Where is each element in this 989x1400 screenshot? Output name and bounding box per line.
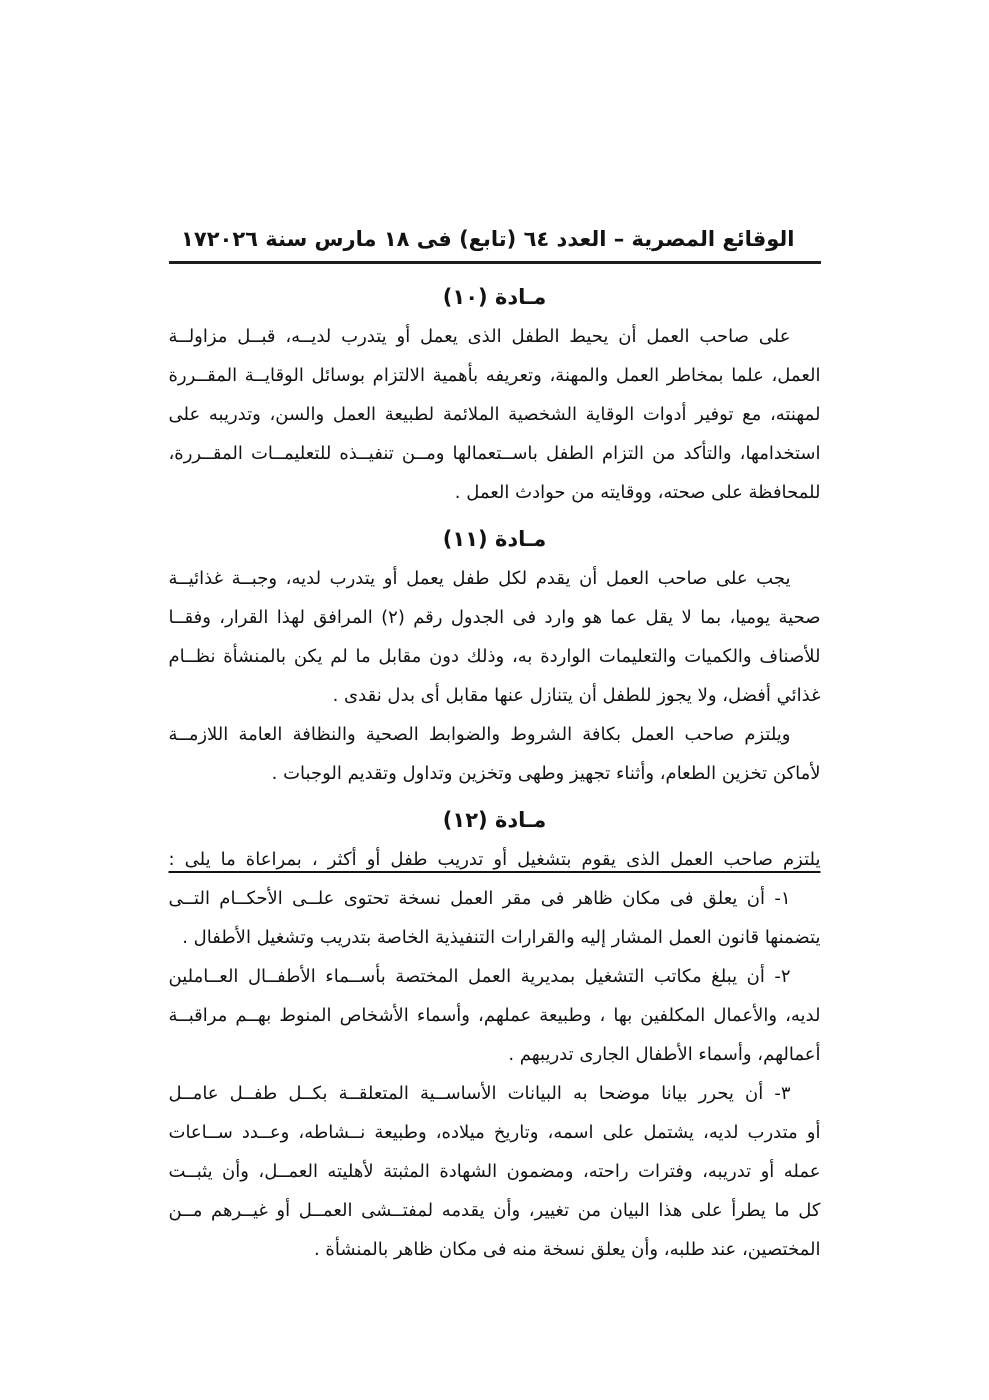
text-line: على صاحب العمل أن يحيط الطفل الذى يعمل أو يتدرب لديــه، قبــل مزاولــة bbox=[168, 326, 791, 347]
page-content bbox=[169, 0, 821, 1269]
text-line: عمله أو تدريبه، وفترات راحته، ومضمون الشهادة المثبتة لأهليته العمــل، وأن يثبــت bbox=[168, 1161, 821, 1182]
text-line: ويلتزم صاحب العمل بكافة الشروط والضوابط الصحية والنظافة العامة اللازمــة bbox=[168, 724, 791, 745]
text-line: كل ما يطرأ على هذا البيان من تغيير، وأن يقدمه لمفتــشى العمــل أو غيــرهم مــن bbox=[168, 1200, 821, 1221]
text-line: يجب على صاحب العمل أن يقدم لكل طفل يعمل أو يتدرب لديه، وجبــة غذائيــة bbox=[168, 568, 791, 589]
text-line: ٢- أن يبلغ مكاتب التشغيل بمديرية العمل المختصة بأســماء الأطفــال العــاملين bbox=[168, 966, 791, 987]
gazette-issue-title: الوقائع المصرية – العدد ٦٤ (تابع) فى ١٨ مارس سنة ٢٠٢٦ bbox=[206, 227, 795, 251]
paragraph bbox=[169, 317, 821, 512]
text-line: لمهنته، مع توفير أدوات الوقاية الشخصية الملائمة لطبيعة العمل والسن، وتدريبه على bbox=[168, 404, 821, 425]
text-line: المختصين، عند طلبه، وأن يعلق نسخة منه فى مكان ظاهر بالمنشأة . bbox=[313, 1239, 821, 1260]
text-line: ١- أن يعلق فى مكان ظاهر فى مقر العمل نسخة تحتوى علــى الأحكــام التــى bbox=[168, 888, 791, 909]
text-line: استخدامها، والتأكد من التزام الطفل باســتعمالها ومــن تنفيــذه للتعليمــات المقــررة، bbox=[168, 443, 821, 464]
page-header bbox=[169, 222, 821, 256]
paragraph bbox=[169, 715, 821, 793]
article-title: مـادة (١٢) bbox=[442, 808, 547, 832]
paragraph bbox=[169, 559, 821, 715]
list-item bbox=[169, 1074, 821, 1269]
text-line: لديه، والأعمال المكلفين بها ، وطبيعة عملهم، وأسماء الأشخاص المنوط بهــم مراقبــة bbox=[168, 1005, 821, 1026]
text-line: العمل، علما بمخاطر العمل والمهنة، وتعريفه بأهمية الالتزام بوسائل الوقايــة المقــررة bbox=[168, 365, 821, 386]
article-title: مـادة (١٠) bbox=[442, 285, 547, 309]
text-line: لأماكن تخزين الطعام، وأثناء تجهيز وطهى وتخزين وتداول وتقديم الوجبات . bbox=[271, 763, 821, 784]
text-line: صحية يوميا، بما لا يقل عما هو وارد فى الجدول رقم (٢) المرافق لهذا القرار، وفقــا bbox=[168, 607, 821, 628]
text-line: أعمالهم، وأسماء الأطفال الجارى تدريبهم . bbox=[508, 1044, 821, 1065]
article bbox=[169, 805, 821, 1269]
text-line: غذائي أفضل، ولا يجوز للطفل أن يتنازل عنها مقابل أى بدل نقدى . bbox=[332, 685, 821, 706]
document-body bbox=[169, 264, 821, 1269]
text-line: للأصناف والكميات والتعليمات الواردة به، وذلك دون مقابل ما لم يكن بالمنشأة نظــام bbox=[168, 646, 821, 667]
list-item bbox=[169, 957, 821, 1074]
text-line: للمحافظة على صحته، ووقايته من حوادث العمل . bbox=[454, 482, 821, 503]
article bbox=[169, 282, 821, 512]
text-line: يلتزم صاحب العمل الذى يقوم بتشغيل أو تدريب طفل أو أكثر ، بمراعاة ما يلى : bbox=[168, 849, 821, 870]
page-number: ١٧ bbox=[181, 227, 207, 251]
paragraph bbox=[169, 840, 821, 879]
text-line: يتضمنها قانون العمل المشار إليه والقرارات التنفيذية الخاصة بتدريب وتشغيل الأطفال . bbox=[182, 927, 821, 948]
list-item bbox=[169, 879, 821, 957]
text-line: أو متدرب لديه، يشتمل على اسمه، وتاريخ ميلاده، وطبيعة نــشاطه، وعــدد ســاعات bbox=[168, 1122, 821, 1143]
article bbox=[169, 524, 821, 793]
text-line: ٣- أن يحرر بيانا موضحا به البيانات الأساســية المتعلقــة بكــل طفــل عامــل bbox=[168, 1083, 791, 1104]
article-title: مـادة (١١) bbox=[442, 527, 547, 551]
